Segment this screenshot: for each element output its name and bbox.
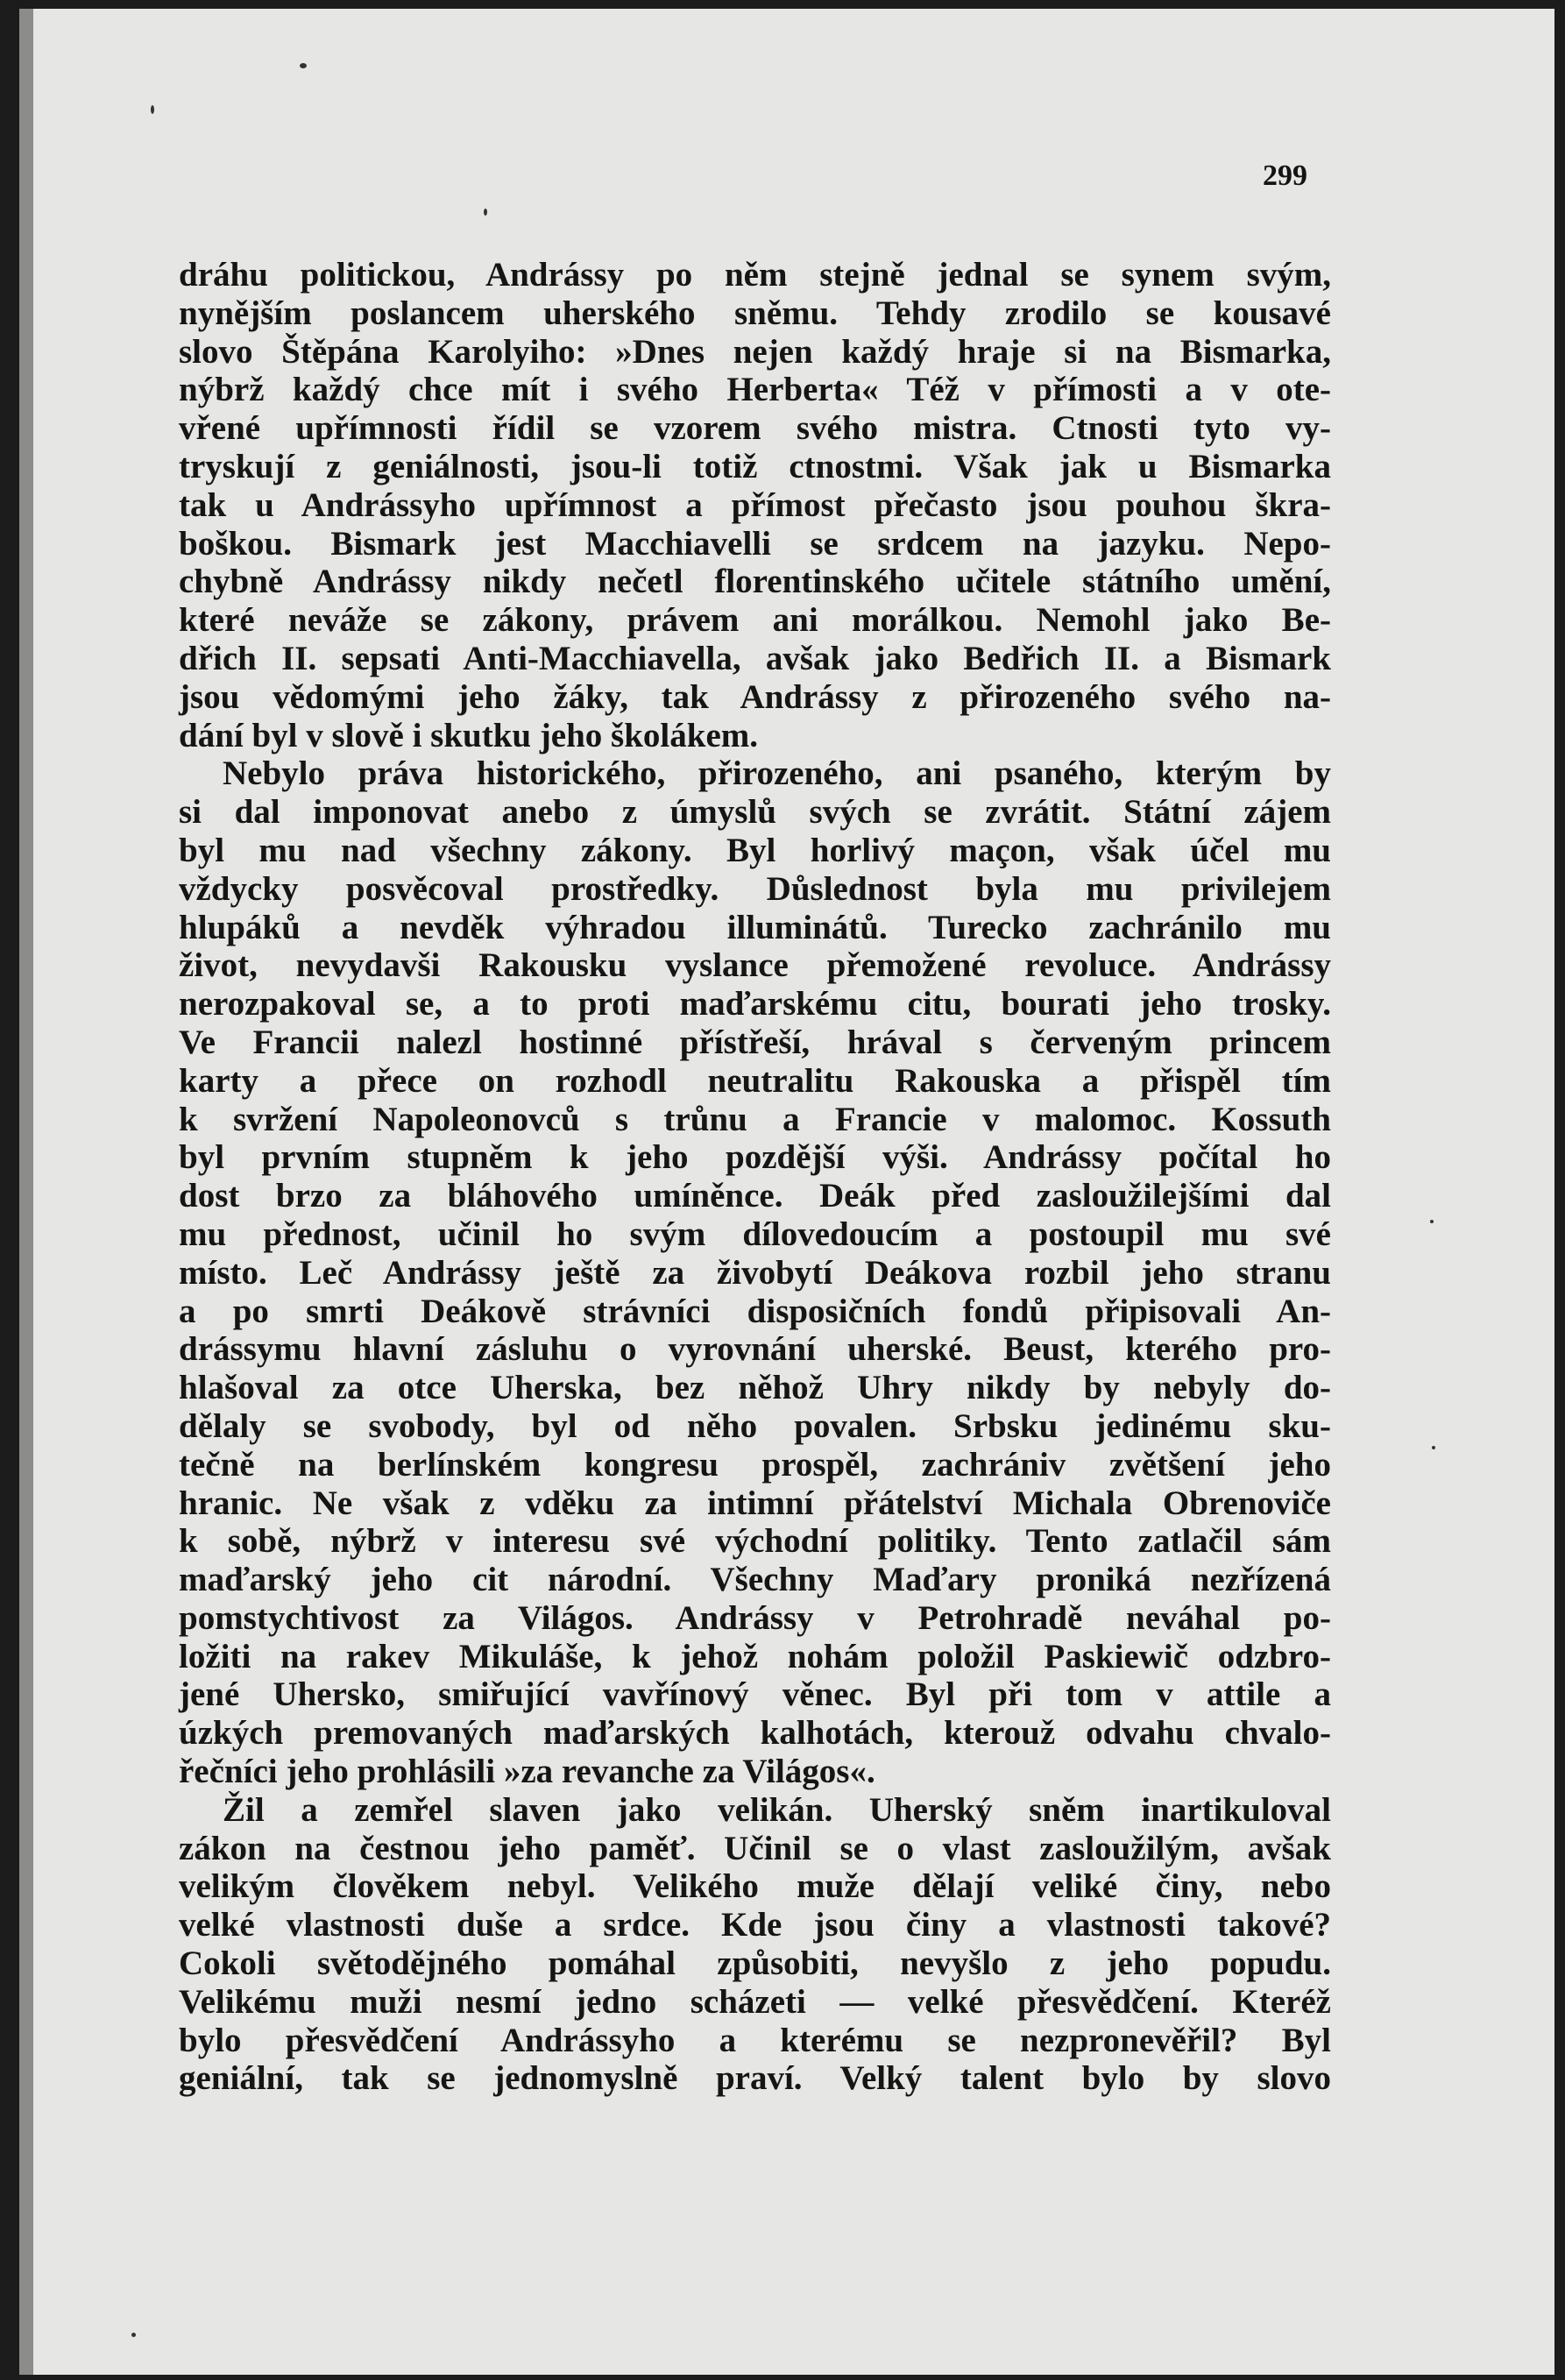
text-line: Žil a zemřel slaven jako velikán. Uherský sněm inartikuloval [223,1790,1331,1829]
text-line: pomstychtivost za Világos. Andrássy v Petrohradě neváhal po- [179,1598,1331,1637]
text-line: Cokoli světodějného pomáhal způsobiti, nevyšlo z jeho popudu. [179,1944,1331,1983]
text-line: maďarský jeho cit národní. Všechny Maďary proniká nezřízená [179,1561,1331,1599]
text-line: Ve Francii nalezl hostinné přístřeší, hrával s červeným princem [179,1023,1331,1061]
text-line: si dal imponovat anebo z úmyslů svých se zvrátit. Státní zájem [179,793,1331,832]
text-line: dání byl v slově i skutku jeho školákem. [179,716,759,754]
text-line: byl prvním stupněm k jeho pozdější výši. Andrássy počítal ho [179,1138,1331,1177]
text-line: Nebylo práva historického, přirozeného, ani psaného, kterým by [223,754,1331,793]
text-line: vřené upřímnosti řídil se vzorem svého mistra. Ctnosti tyto vy- [179,409,1331,448]
scan-speck [1432,1446,1435,1449]
text-line: jsou vědomými jeho žáky, tak Andrássy z přirozeného svého na- [179,677,1331,716]
text-line: mu přednost, učinil ho svým dílovedoucím a postoupil mu své [179,1215,1331,1253]
scan-speck [151,105,154,114]
text-line: slovo Štěpána Karolyiho: »Dnes nejen každý hraje si na Bismarka, [179,332,1331,371]
text-line: drássymu hlavní zásluhu o vyrovnání uherské. Beust, kterého pro- [179,1330,1331,1369]
text-line: geniální, tak se jednomyslně praví. Velký talent bylo by slovo [179,2059,1331,2098]
page-number: 299 [1263,159,1307,192]
text-line: nýbrž každý chce mít i svého Herberta« Též v přímosti a v ote- [179,371,1331,409]
text-line: nynějším poslancem uherského sněmu. Tehdy zrodilo se kousavé [179,294,1331,332]
text-line: k sobě, nýbrž v interesu své východní politiky. Tento zatlačil sám [179,1522,1331,1561]
text-line: hlašoval za otce Uherska, bez něhož Uhry nikdy by nebyly do- [179,1369,1331,1407]
text-line: které neváže se zákony, právem ani morálkou. Nemohl jako Be- [179,601,1331,640]
scan-speck [131,2333,136,2337]
text-line: dost brzo za bláhového umíněnce. Deák před zasloužilejšími dal [179,1177,1331,1215]
text-line: byl mu nad všechny zákony. Byl horlivý maçon, však účel mu [179,831,1331,869]
text-line: nerozpakoval se, a to proti maďarskému citu, bourati jeho trosky. [179,985,1331,1024]
page-edge-shadow [19,9,33,2375]
text-line: k svržení Napoleonovců s trůnu a Francie v malomoc. Kossuth [179,1100,1331,1138]
text-line: dřich II. sepsati Anti-Macchiavella, avšak jako Bedřich II. a Bismark [179,639,1331,677]
text-line: Velikému muži nesmí jedno scházeti — velké přesvědčení. Kteréž [179,1982,1331,2021]
scan-speck [484,209,487,216]
text-line: boškou. Bismark jest Macchiavelli se srdcem na jazyku. Nepo- [179,524,1331,563]
text-line: místo. Leč Andrássy ještě za živobytí Deákova rozbil jeho stranu [179,1253,1331,1292]
paragraph [179,754,1331,1791]
text-line: a po smrti Deákově strávníci disposičních fondů připisovali An- [179,1292,1331,1330]
text-line: jené Uhersko, smiřující vavřínový věnec. Byl při tom v attile a [179,1675,1331,1714]
text-line: karty a přece on rozhodl neutralitu Rakouska a přispěl tím [179,1061,1331,1100]
body-text [179,256,1331,2098]
text-line: tak u Andrássyho upřímnost a přímost přečasto jsou pouhou škra- [179,485,1331,524]
text-line: dráhu politickou, Andrássy po něm stejně jednal se synem svým, [179,256,1331,294]
text-line: velké vlastnosti duše a srdce. Kde jsou činy a vlastnosti takové? [179,1906,1331,1944]
text-line: tečně na berlínském kongresu prospěl, zachrániv zvětšení jeho [179,1445,1331,1484]
paragraph [179,256,1331,754]
text-line: dělaly se svobody, byl od něho povalen. Srbsku jedinému sku- [179,1406,1331,1445]
text-line: bylo přesvědčení Andrássyho a kterému se nezpronevěřil? Byl [179,2021,1331,2059]
text-line: hranic. Ne však z vděku za intimní přátelství Michala Obrenoviče [179,1484,1331,1522]
paragraph [179,1791,1331,2098]
scan-speck [300,63,307,68]
text-line: hlupáků a nevděk výhradou illuminátů. Turecko zachránilo mu [179,908,1331,946]
scan-speck [1430,1220,1434,1223]
text-line: zákon na čestnou jeho paměť. Učinil se o vlast zasloužilým, avšak [179,1829,1331,1867]
text-line: chybně Andrássy nikdy nečetl florentinského učitele státního umění, [179,563,1331,601]
text-line: řečníci jeho prohlásili »za revanche za Világos«. [179,1753,875,1791]
text-line: velikým člověkem nebyl. Velikého muže dělají veliké činy, nebo [179,1867,1331,1906]
text-line: život, nevydavši Rakousku vyslance přemožené revoluce. Andrássy [179,946,1331,985]
text-line: vždycky posvěcoval prostředky. Důslednost byla mu privilejem [179,869,1331,908]
text-line: úzkých premovaných maďarských kalhotách, kterouž odvahu chvalo- [179,1714,1331,1753]
text-line: tryskují z geniálnosti, jsou-li totiž ctnostmi. Však jak u Bismarka [179,447,1331,485]
book-page [19,9,1554,2375]
text-line: ložiti na rakev Mikuláše, k jehož nohám položil Paskiewič odzbro- [179,1637,1331,1675]
